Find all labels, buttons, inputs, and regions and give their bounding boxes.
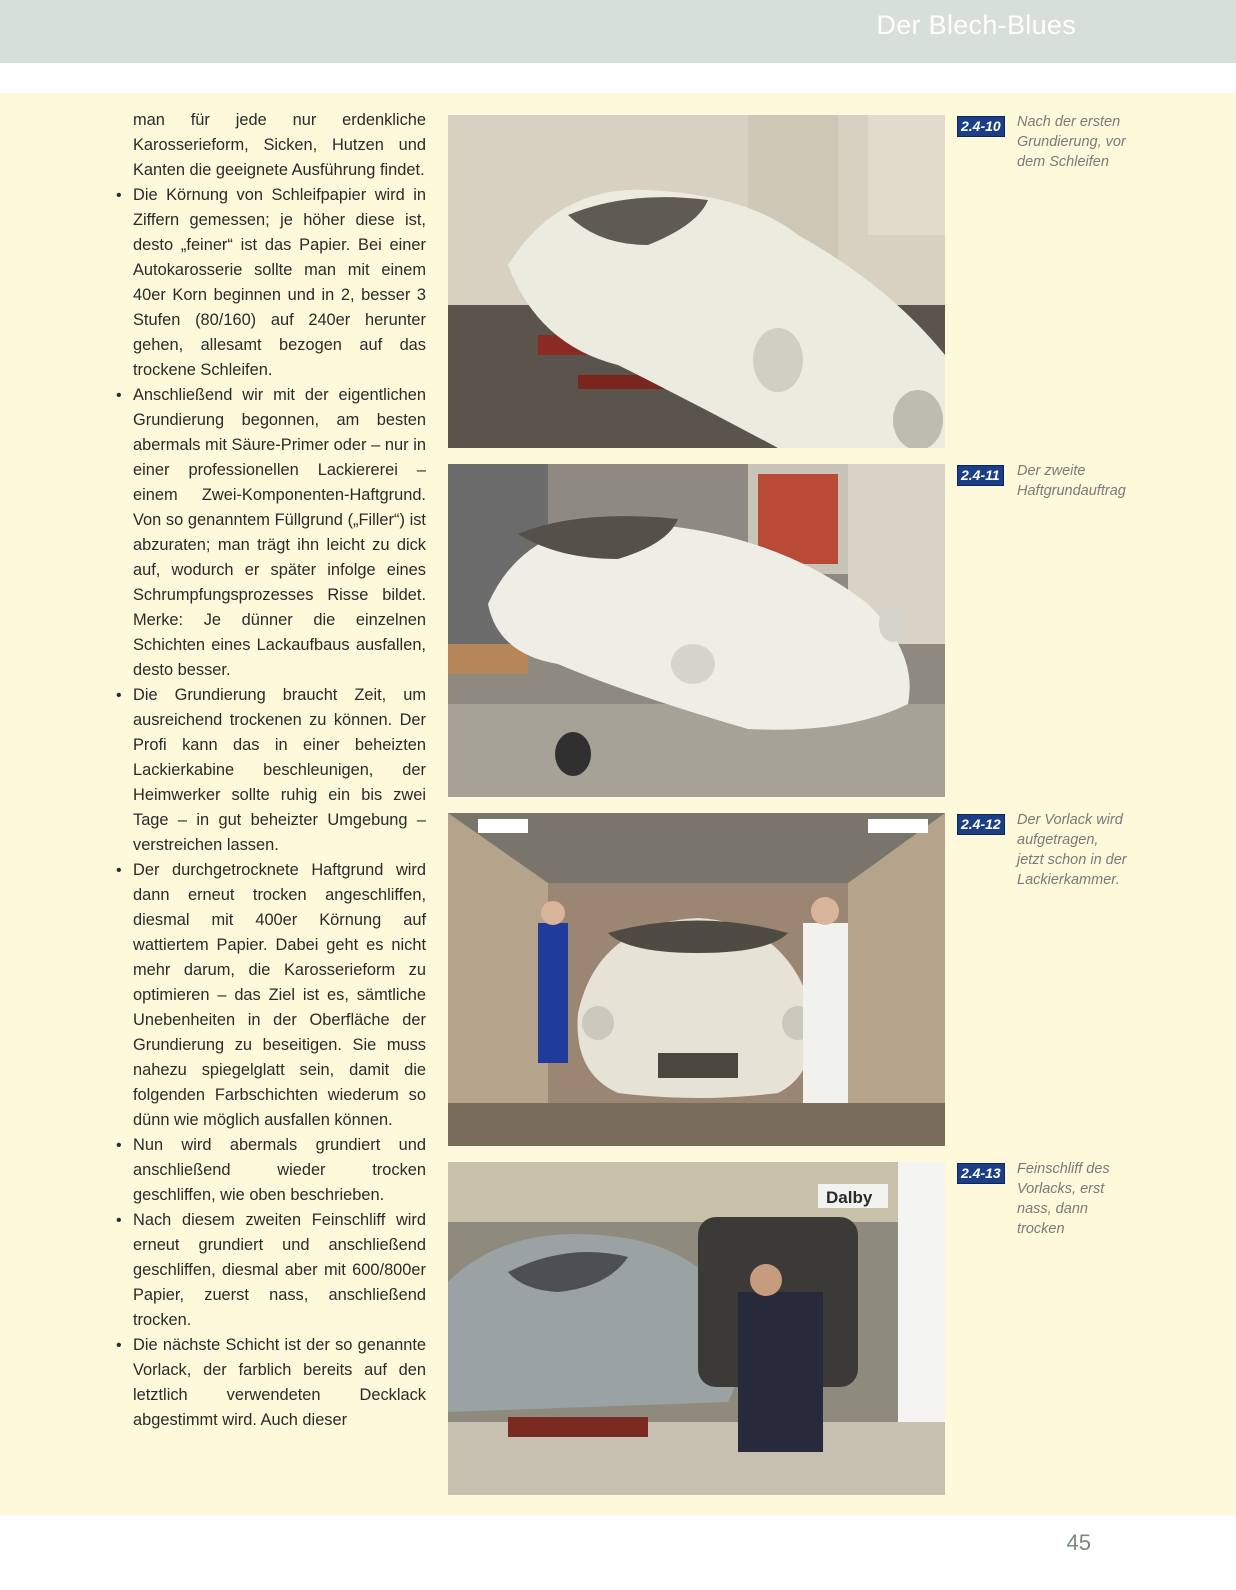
running-header-title: Der Blech-Blues bbox=[876, 10, 1076, 40]
bullet-item: • Nun wird abermals grundiert und anschließend wieder trocken geschliffen, wie oben beschrieben. bbox=[114, 1133, 426, 1208]
photo-first-primer bbox=[448, 115, 945, 448]
intro-paragraph: man für jede nur erdenkliche Karosserieform, Sicken, Hutzen und Kanten die geeignete Ausführung findet. bbox=[133, 111, 426, 179]
car-second-primer-illustration bbox=[448, 464, 945, 797]
figure-caption: Nach der ersten Grundierung, vor dem Schleifen bbox=[1017, 114, 1126, 170]
figure-caption: Der Vorlack wird aufgetragen, jetzt schon in der Lackierkammer. bbox=[1017, 812, 1127, 888]
bullet-item: • Die Körnung von Schleifpapier wird in Ziffern gemessen; je höher diese ist, desto „feiner“ ist das Papier. Bei einer Autokarosserie sollte man mit einem 40er Korn beginnen und in 2, besser 3 Stufen (80/160) auf 240er herunter gehen, allesamt bezogen auf das trockene Schleifen. bbox=[114, 183, 426, 383]
body-text-column bbox=[114, 108, 426, 1433]
fine-sanding-illustration bbox=[448, 1162, 945, 1495]
bullet-dot: • bbox=[116, 687, 122, 704]
figure-label: 2.4-13 bbox=[957, 1163, 1005, 1184]
figure-caption: Feinschliff des Vorlacks, erst nass, dann trocken bbox=[1017, 1161, 1110, 1237]
paint-booth-illustration bbox=[448, 813, 945, 1146]
header-band bbox=[0, 0, 1236, 63]
bullet-dot: • bbox=[116, 187, 122, 204]
bullet-item: • Nach diesem zweiten Feinschliff wird erneut grundiert und anschließend geschliffen, diesmal aber mit 600/800er Papier, zuerst nass, anschließend trocken. bbox=[114, 1208, 426, 1333]
figure-caption: Der zweite Haftgrundauftrag bbox=[1017, 463, 1126, 499]
figure-label: 2.4-11 bbox=[957, 465, 1004, 486]
bullet-item: • Anschließend wir mit der eigentlichen Grundierung begonnen, am besten abermals mit Säure-Primer oder – nur in einer professionellen Lackiererei – einem Zwei-Komponenten-Haftgrund. Von so genanntem Füllgrund („Filler“) ist abzuraten; man trägt ihn leicht zu dick auf, wodurch er später infolge eines Schrumpfungsprozesses Risse bildet. Merke: Je dünner die einzelnen Schichten eines Lackaufbaus ausfallen, desto besser. bbox=[114, 383, 426, 683]
bullet-dot: • bbox=[116, 1137, 122, 1154]
photo-paint-booth bbox=[448, 813, 945, 1146]
bullet-item: • Der durchgetrocknete Haftgrund wird dann erneut trocken angeschliffen, diesmal mit 400er Körnung auf wattiertem Papier. Dabei geht es nicht mehr darum, die Karosserieform zu optimieren – das Ziel ist es, sämtliche Unebenheiten in der Oberfläche der Grundierung zu beseitigen. Sie muss nahezu spiegelglatt sein, damit die folgenden Farbschichten wiederum so dünn wie möglich ausfallen können. bbox=[114, 858, 426, 1133]
shop-sign: Dalby bbox=[826, 1188, 873, 1207]
bullet-dot: • bbox=[116, 387, 122, 404]
bullet-item: • Die nächste Schicht ist der so genannte Vorlack, der farblich bereits auf den letztlich verwendeten Decklack abgestimmt wird. Auch dieser bbox=[114, 1333, 426, 1433]
bullet-dot: • bbox=[116, 862, 122, 879]
photo-fine-sanding bbox=[448, 1162, 945, 1495]
photo-second-primer bbox=[448, 464, 945, 797]
bullet-dot: • bbox=[116, 1337, 122, 1354]
car-primer-illustration bbox=[448, 115, 945, 448]
bullet-item: • Die Grundierung braucht Zeit, um ausreichend trockenen zu können. Der Profi kann das in einer beheizten Lackierkabine beschleunigen, der Heimwerker sollte ruhig ein bis zwei Tage – in gut beheizter Umgebung – verstreichen lassen. bbox=[114, 683, 426, 858]
bullet-dot: • bbox=[116, 1212, 122, 1229]
figure-label: 2.4-10 bbox=[957, 116, 1005, 137]
page-number: 45 bbox=[1066, 1530, 1091, 1555]
figure-label: 2.4-12 bbox=[957, 814, 1005, 835]
